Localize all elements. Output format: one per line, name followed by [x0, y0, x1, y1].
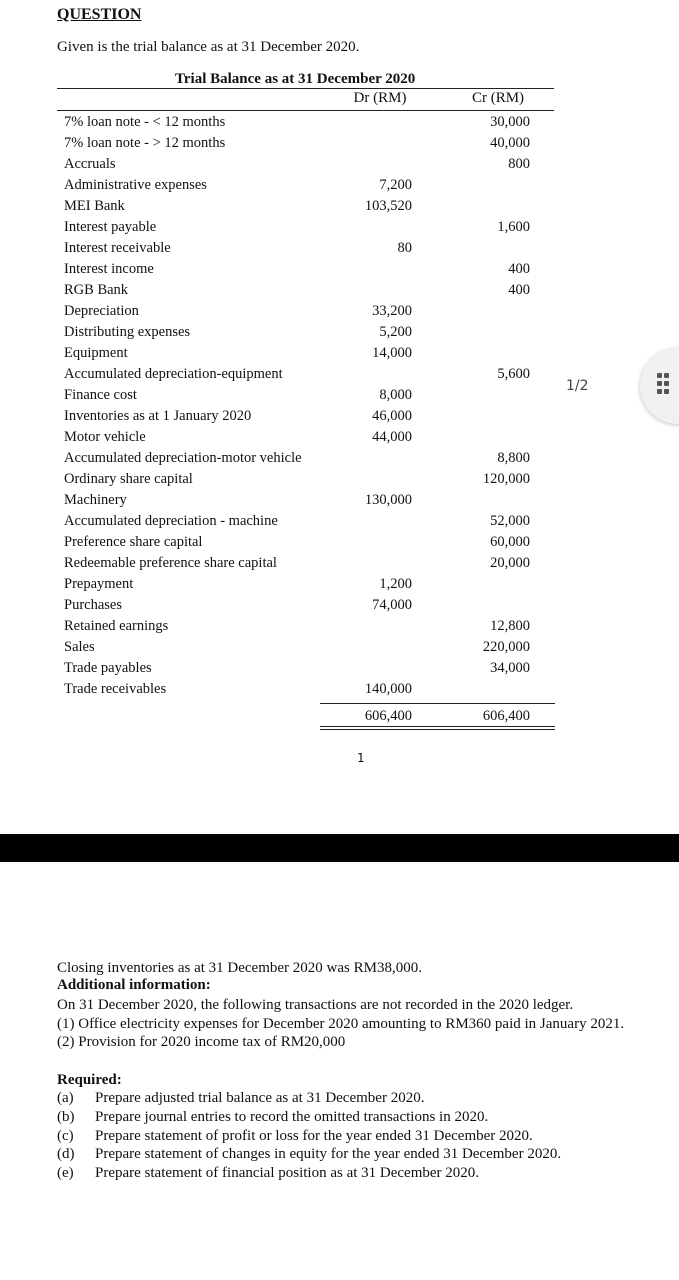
trial-balance-rows: [64, 112, 554, 700]
table-row: [64, 259, 554, 280]
more-options-icon: [657, 373, 677, 399]
credit-amount: 400: [508, 261, 530, 277]
table-row: [64, 448, 554, 469]
table-row: [64, 658, 554, 679]
account-name: Interest payable: [64, 219, 157, 235]
table-row: [64, 679, 554, 700]
header-rule-top: [57, 88, 554, 89]
additional-info-intro: On 31 December 2020, the following transactions are not recorded in the 2020 ledger.: [57, 997, 574, 1013]
account-name: 7% loan note - > 12 months: [64, 135, 226, 151]
table-row: [64, 532, 554, 553]
debit-amount: 33,200: [372, 303, 412, 319]
credit-amount: 220,000: [482, 639, 530, 655]
account-name: Accruals: [64, 156, 116, 172]
account-name: MEI Bank: [64, 198, 125, 214]
total-rule-double-1: [320, 726, 555, 727]
account-name: Prepayment: [64, 576, 134, 592]
header-rule-bottom: [57, 110, 554, 111]
table-row: [64, 322, 554, 343]
table-row: [64, 406, 554, 427]
table-row: [64, 364, 554, 385]
account-name: Machinery: [64, 492, 127, 508]
credit-amount: 52,000: [490, 513, 530, 529]
required-item-b: (b) Prepare journal entries to record the omitted transactions in 2020.: [57, 1109, 489, 1125]
additional-item-2: (2) Provision for 2020 income tax of RM20,000: [57, 1034, 346, 1050]
closing-inventory-text: Closing inventories as at 31 December 2020 was RM38,000.: [57, 960, 422, 976]
account-name: Redeemable preference share capital: [64, 555, 277, 571]
credit-amount: 120,000: [482, 471, 530, 487]
required-heading: Required:: [57, 1072, 122, 1088]
account-name: Accumulated depreciation-motor vehicle: [64, 450, 302, 466]
debit-amount: 130,000: [364, 492, 412, 508]
trial-balance-title: Trial Balance as at 31 December 2020: [175, 71, 416, 87]
table-row: [64, 217, 554, 238]
account-name: Sales: [64, 639, 95, 655]
debit-amount: 14,000: [372, 345, 412, 361]
credit-amount: 30,000: [490, 114, 530, 130]
debit-amount: 44,000: [372, 429, 412, 445]
account-name: Administrative expenses: [64, 177, 207, 193]
page-number: 1: [357, 751, 365, 765]
additional-item-1: (1) Office electricity expenses for December 2020 amounting to RM360 paid in January 2021.: [57, 1016, 625, 1032]
intro-text: Given is the trial balance as at 31 December 2020.: [57, 39, 360, 55]
account-name: Equipment: [64, 345, 128, 361]
account-name: Interest income: [64, 261, 154, 277]
table-row: [64, 343, 554, 364]
credit-amount: 12,800: [490, 618, 530, 634]
table-row: [64, 301, 554, 322]
table-row: [64, 595, 554, 616]
credit-amount: 34,000: [490, 660, 530, 676]
debit-amount: 8,000: [379, 387, 412, 403]
required-item-c: (c) Prepare statement of profit or loss for the year ended 31 December 2020.: [57, 1128, 533, 1144]
table-row: [64, 574, 554, 595]
additional-info-heading: Additional information:: [57, 977, 211, 993]
account-name: Preference share capital: [64, 534, 203, 550]
table-row: [64, 490, 554, 511]
account-name: Depreciation: [64, 303, 139, 319]
account-name: Trade payables: [64, 660, 152, 676]
debit-amount: 80: [397, 240, 412, 256]
required-item-e: (e) Prepare statement of financial position as at 31 December 2020.: [57, 1165, 480, 1181]
credit-amount: 40,000: [490, 135, 530, 151]
account-name: Interest receivable: [64, 240, 171, 256]
account-name: 7% loan note - < 12 months: [64, 114, 226, 130]
required-item-a: (a) Prepare adjusted trial balance as at 31 December 2020.: [57, 1090, 425, 1106]
debit-amount: 1,200: [379, 576, 412, 592]
table-row: [64, 427, 554, 448]
table-row: [64, 637, 554, 658]
page-separator: [0, 834, 679, 862]
account-name: Trade receivables: [64, 681, 167, 697]
credit-amount: 1,600: [497, 219, 530, 235]
total-cr: 606,400: [482, 708, 530, 724]
credit-amount: 5,600: [497, 366, 530, 382]
more-options-button[interactable]: [640, 348, 679, 424]
account-name: RGB Bank: [64, 282, 129, 298]
table-row: [64, 133, 554, 154]
cr-column-header: Cr (RM): [471, 90, 525, 106]
table-row: [64, 175, 554, 196]
debit-amount: 46,000: [372, 408, 412, 424]
table-row: [64, 238, 554, 259]
account-name: Ordinary share capital: [64, 471, 193, 487]
account-name: Distributing expenses: [64, 324, 191, 340]
account-name: Purchases: [64, 597, 122, 613]
page-indicator: 1/2: [566, 378, 589, 394]
dr-column-header: Dr (RM): [353, 90, 407, 106]
credit-amount: 400: [508, 282, 530, 298]
table-row: [64, 553, 554, 574]
required-item-d: (d) Prepare statement of changes in equity for the year ended 31 December 2020.: [57, 1146, 562, 1162]
credit-amount: 20,000: [490, 555, 530, 571]
account-name: Accumulated depreciation - machine: [64, 513, 278, 529]
table-row: [64, 385, 554, 406]
debit-amount: 74,000: [372, 597, 412, 613]
account-name: Retained earnings: [64, 618, 169, 634]
account-name: Inventories as at 1 January 2020: [64, 408, 252, 424]
table-row: [64, 469, 554, 490]
table-row: [64, 280, 554, 301]
table-row: [64, 112, 554, 133]
debit-amount: 5,200: [379, 324, 412, 340]
total-rule-top: [320, 703, 555, 704]
account-name: Accumulated depreciation-equipment: [64, 366, 283, 382]
total-dr: 606,400: [364, 708, 412, 724]
total-rule-double-2: [320, 729, 555, 730]
table-row: [64, 196, 554, 217]
credit-amount: 8,800: [497, 450, 530, 466]
credit-amount: 800: [508, 156, 530, 172]
table-row: [64, 154, 554, 175]
account-name: Finance cost: [64, 387, 137, 403]
debit-amount: 7,200: [379, 177, 412, 193]
debit-amount: 140,000: [364, 681, 412, 697]
table-row: [64, 511, 554, 532]
account-name: Motor vehicle: [64, 429, 146, 445]
credit-amount: 60,000: [490, 534, 530, 550]
debit-amount: 103,520: [364, 198, 412, 214]
table-row: [64, 616, 554, 637]
question-heading: QUESTION: [57, 6, 142, 23]
